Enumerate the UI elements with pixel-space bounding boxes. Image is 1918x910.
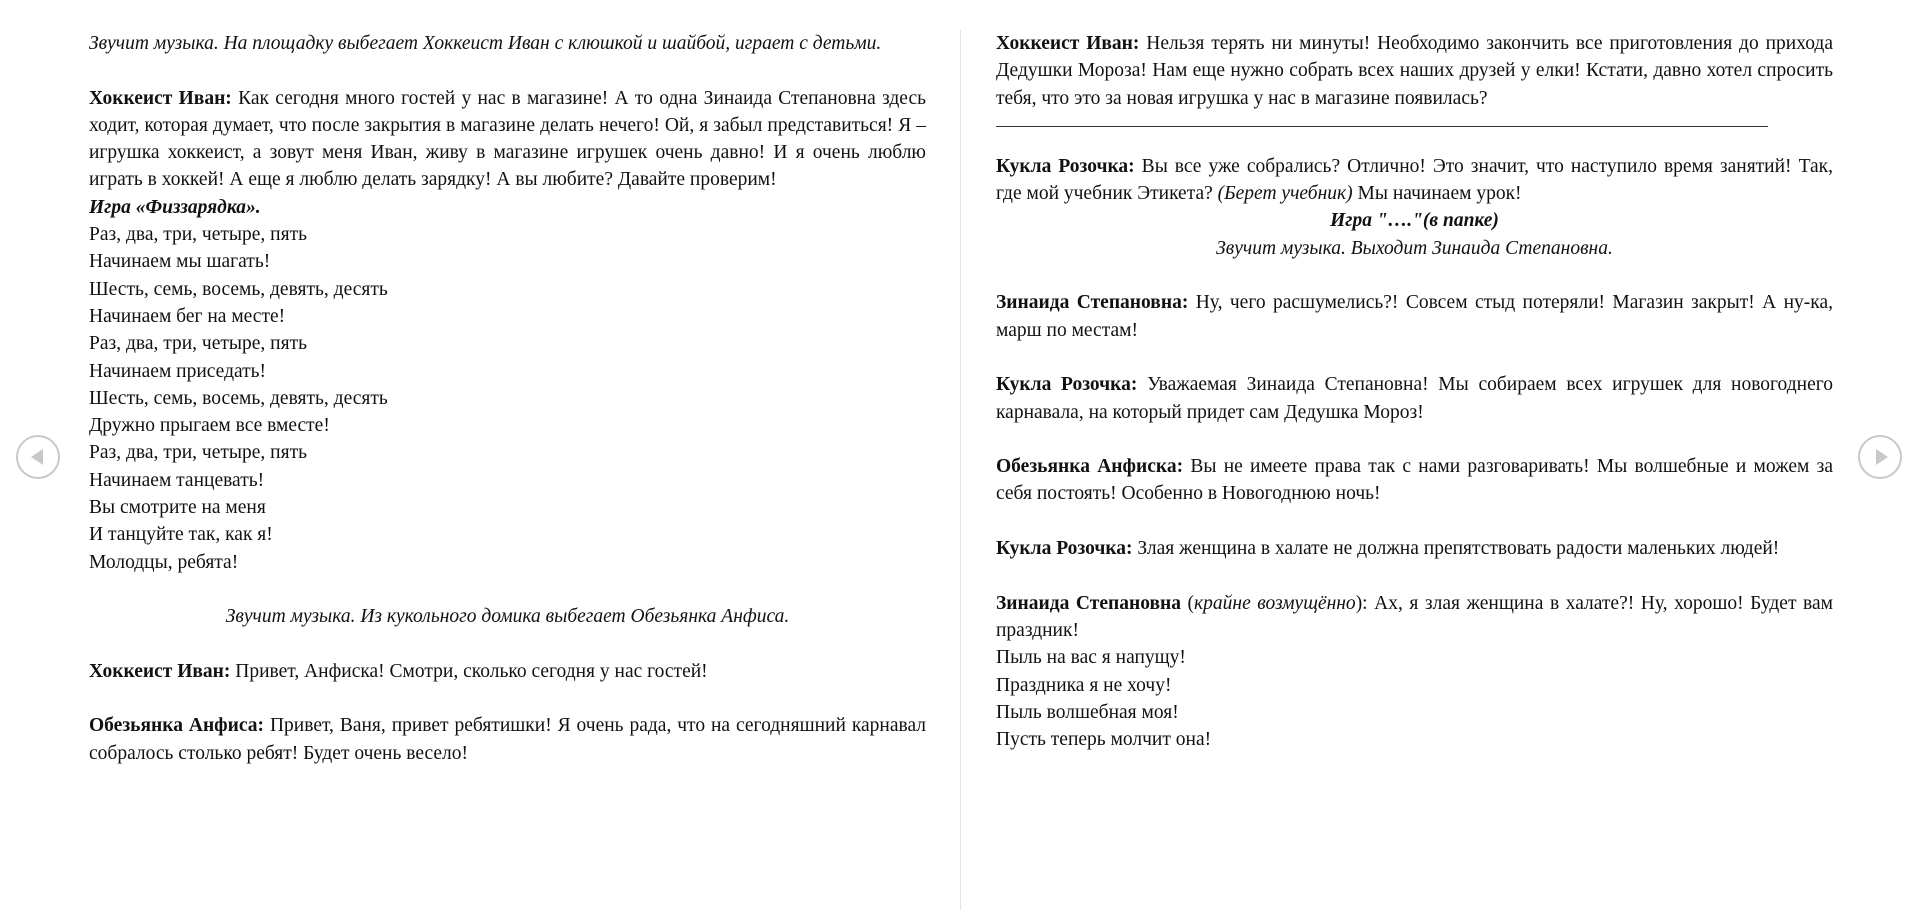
verse-line: Праздника я не хочу!	[996, 674, 1172, 696]
speech-text: ): Ах, я злая женщина в халате?! Ну, хорошо! Будет вам праздник!	[996, 592, 1833, 641]
right-page	[996, 30, 1833, 753]
speaker-name: Обезьянка Анфиса:	[89, 715, 265, 737]
dialogue-line	[89, 85, 926, 194]
poem-line: Шесть, семь, восемь, девять, десять	[89, 278, 388, 300]
poem-line: Начинаем мы шагать!	[89, 251, 271, 273]
stage-direction: Звучит музыка. Из кукольного домика выбегает Обезьянка Анфиса.	[225, 606, 790, 628]
chevron-left-icon	[31, 449, 43, 465]
speaker-name: Кукла Розочка:	[996, 155, 1135, 177]
chevron-right-icon	[1876, 449, 1888, 465]
horizontal-rule	[996, 126, 1768, 127]
dialogue-line	[996, 453, 1833, 508]
speech-text: Нельзя терять ни минуты! Необходимо закончить все приготовления до прихода Дедушки Мороза! Нам еще нужно собрать всех наших друзей у елки! Кстати, давно хотел спросить тебя, что это за новая игрушка у нас в магазине появилась?	[996, 33, 1833, 109]
stage-remark: (Берет учебник)	[1217, 183, 1353, 205]
poem-line: Шесть, семь, восемь, девять, десять	[89, 387, 388, 409]
dialogue-line	[996, 30, 1833, 112]
speech-text: Злая женщина в халате не должна препятствовать радости маленьких людей!	[1132, 538, 1780, 560]
poem-line: Дружно прыгаем все вместе!	[89, 415, 330, 437]
dialogue-line	[996, 153, 1833, 208]
dialogue-line	[996, 289, 1833, 344]
poem-line: Раз, два, три, четыре, пять	[89, 224, 307, 246]
speaker-name: Кукла Розочка:	[996, 374, 1138, 396]
stage-direction: Звучит музыка. Выходит Зинаида Степановна.	[1216, 237, 1613, 259]
previous-page-button[interactable]	[16, 435, 60, 479]
stage-direction: Звучит музыка. На площадку выбегает Хоккеист Иван с клюшкой и шайбой, играет с детьми.	[89, 33, 882, 54]
speaker-name: Хоккеист Иван:	[89, 87, 232, 109]
poem-line: Раз, два, три, четыре, пять	[89, 333, 307, 355]
speech-text: Уважаемая Зинаида Степановна! Мы собираем всех игрушек для новогоднего карнавала, на который придет сам Дедушка Мороз!	[996, 374, 1833, 423]
verse-line: Пыль волшебная моя!	[996, 701, 1179, 723]
poem-line: Начинаем бег на месте!	[89, 305, 286, 327]
speech-text: Привет, Ваня, привет ребятишки! Я очень рада, что на сегодняшний карнавал собралось столько ребят! Будет очень весело!	[89, 715, 926, 764]
speech-text: (	[1180, 592, 1195, 614]
next-page-button[interactable]	[1858, 435, 1902, 479]
poem-line: И танцуйте так, как я!	[89, 524, 273, 546]
left-page	[89, 30, 926, 767]
dialogue-line	[89, 658, 926, 685]
speech-text: Как сегодня много гостей у нас в магазине! А то одна Зинаида Степановна здесь ходит, которая думает, что после закрытия в магазине делать нечего! Ой, я забыл представиться! Я – игрушка хоккеист, а зовут меня Иван, живу в магазине игрушек очень давно! И я очень люблю играть в хоккей! А еще я люблю делать зарядку! А вы любите? Давайте проверим!	[89, 87, 926, 191]
speech-text: Привет, Анфиска! Смотри, сколько сегодня у нас гостей!	[230, 660, 708, 682]
speaker-name: Зинаида Степановна	[996, 592, 1181, 614]
dialogue-line	[996, 371, 1833, 426]
speaker-name: Обезьянка Анфиска:	[996, 456, 1184, 478]
verse-line: Пусть теперь молчит она!	[996, 729, 1212, 751]
verse-line: Пыль на вас я напущу!	[996, 647, 1186, 669]
game-title: Игра "…."(в папке)	[1330, 210, 1499, 232]
stage-remark: крайне возмущённо	[1194, 592, 1356, 614]
dialogue-line	[996, 535, 1833, 562]
speaker-name: Зинаида Степановна:	[996, 292, 1189, 314]
game-title: Игра «Физзарядка».	[89, 196, 261, 218]
poem-line: Начинаем приседать!	[89, 360, 267, 382]
speaker-name: Хоккеист Иван:	[89, 660, 231, 682]
poem-line: Начинаем танцевать!	[89, 469, 265, 491]
speaker-name: Хоккеист Иван:	[996, 33, 1140, 54]
speech-text: Мы начинаем урок!	[1352, 183, 1522, 205]
speaker-name: Кукла Розочка:	[996, 538, 1133, 560]
dialogue-line	[996, 590, 1833, 645]
speech-text: Вы все уже собрались? Отлично! Это значит, что наступило время занятий! Так, где мой учебник Этикета?	[996, 155, 1833, 205]
poem-line: Раз, два, три, четыре, пять	[89, 442, 307, 464]
dialogue-line	[89, 712, 926, 767]
speech-text: Ну, чего расшумелись?! Совсем стыд потеряли! Магазин закрыт! А ну-ка, марш по местам!	[996, 292, 1834, 341]
speech-text: Вы не имеете права так с нами разговаривать! Мы волшебные и можем за себя постоять! Особенно в Новогоднюю ночь!	[996, 456, 1833, 505]
spell-verse	[996, 644, 1833, 753]
page-divider	[960, 30, 961, 910]
poem	[89, 221, 926, 576]
poem-line: Вы смотрите на меня	[89, 497, 266, 519]
poem-line: Молодцы, ребята!	[89, 551, 239, 573]
